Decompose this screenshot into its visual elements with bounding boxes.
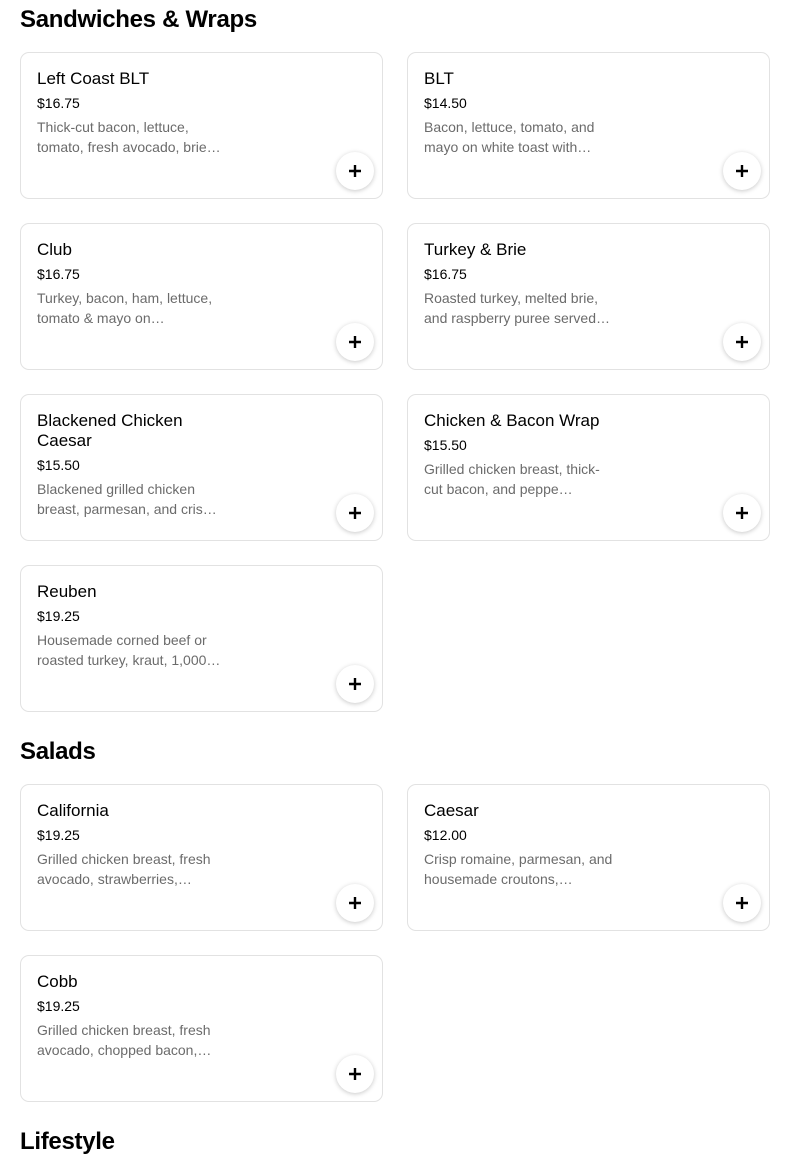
item-price: $16.75 [37, 266, 80, 282]
plus-icon [348, 1067, 362, 1081]
menu-item-card[interactable] [20, 52, 383, 199]
add-item-button[interactable] [336, 665, 374, 703]
section-title-lifestyle: Lifestyle [20, 1128, 115, 1155]
plus-icon [735, 335, 749, 349]
item-name: Club [37, 240, 72, 259]
plus-icon [348, 335, 362, 349]
item-name: California [37, 801, 109, 820]
item-price: $15.50 [37, 457, 80, 473]
add-item-button[interactable] [336, 1055, 374, 1093]
menu-grid-salads [20, 784, 770, 1102]
menu-item-card[interactable] [407, 223, 770, 370]
item-description: Grilled chicken breast, fresh avocado, strawberries,… [37, 851, 211, 887]
item-name: Turkey & Brie [424, 240, 527, 259]
add-item-button[interactable] [336, 884, 374, 922]
menu-item-card[interactable] [407, 52, 770, 199]
plus-icon [348, 677, 362, 691]
item-description: Roasted turkey, melted brie, and raspberry puree served… [424, 290, 610, 326]
item-name: Left Coast BLT [37, 69, 150, 88]
item-description: Thick-cut bacon, lettuce, tomato, fresh avocado, brie… [37, 119, 221, 155]
menu-item-card[interactable] [20, 565, 383, 712]
menu-item-card[interactable] [20, 223, 383, 370]
item-description: Housemade corned beef or roasted turkey, kraut, 1,000… [37, 632, 221, 668]
item-name: Blackened Chicken Caesar [37, 411, 183, 450]
section-title-sandwiches-wraps: Sandwiches & Wraps [20, 6, 257, 33]
plus-icon [735, 164, 749, 178]
item-description: Bacon, lettuce, tomato, and mayo on white toast with… [424, 119, 595, 155]
item-name: Reuben [37, 582, 97, 601]
item-name: Chicken & Bacon Wrap [424, 411, 600, 430]
item-price: $19.25 [37, 608, 80, 624]
item-description: Grilled chicken breast, fresh avocado, chopped bacon,… [37, 1022, 212, 1058]
menu-item-card[interactable] [20, 784, 383, 931]
section-title-salads: Salads [20, 738, 96, 765]
item-name: Caesar [424, 801, 479, 820]
item-name: BLT [424, 69, 454, 88]
plus-icon [735, 506, 749, 520]
menu-item-card[interactable] [407, 394, 770, 541]
item-price: $12.00 [424, 827, 467, 843]
item-description: Blackened grilled chicken breast, parmesan, and cris… [37, 481, 217, 517]
menu-item-card[interactable] [20, 955, 383, 1102]
add-item-button[interactable] [336, 152, 374, 190]
item-price: $16.75 [424, 266, 467, 282]
menu-item-card[interactable] [20, 394, 383, 541]
add-item-button[interactable] [723, 494, 761, 532]
item-price: $19.25 [37, 998, 80, 1014]
item-price: $15.50 [424, 437, 467, 453]
item-description: Crisp romaine, parmesan, and housemade croutons,… [424, 851, 613, 887]
item-name: Cobb [37, 972, 78, 991]
item-price: $16.75 [37, 95, 80, 111]
item-price: $19.25 [37, 827, 80, 843]
item-price: $14.50 [424, 95, 467, 111]
add-item-button[interactable] [723, 152, 761, 190]
plus-icon [348, 896, 362, 910]
item-description: Grilled chicken breast, thick-cut bacon, and peppe… [424, 461, 600, 497]
add-item-button[interactable] [336, 494, 374, 532]
menu-item-card[interactable] [407, 784, 770, 931]
plus-icon [348, 506, 362, 520]
plus-icon [348, 164, 362, 178]
plus-icon [735, 896, 749, 910]
menu-grid-sandwiches-wraps [20, 52, 770, 712]
add-item-button[interactable] [723, 884, 761, 922]
add-item-button[interactable] [336, 323, 374, 361]
item-description: Turkey, bacon, ham, lettuce, tomato & mayo on… [37, 290, 213, 326]
add-item-button[interactable] [723, 323, 761, 361]
